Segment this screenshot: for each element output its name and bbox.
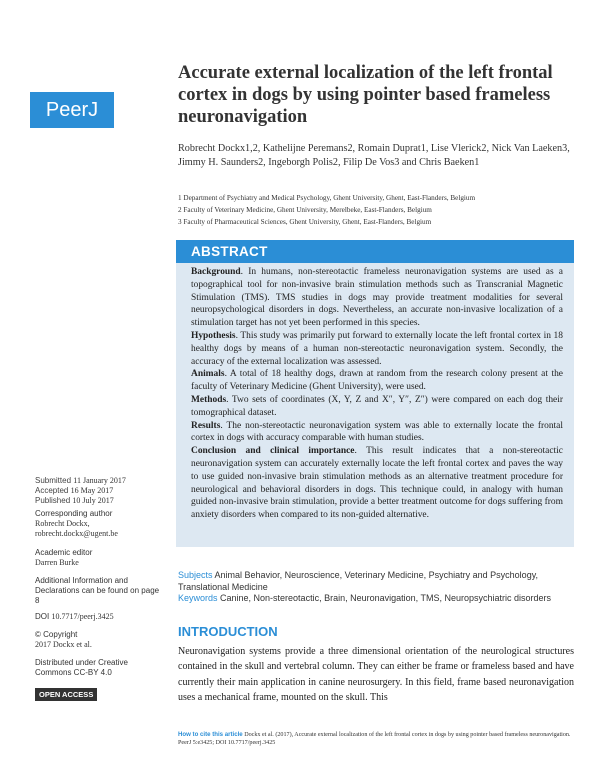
author-list: Robrecht Dockx1,2, Kathelijne Peremans2, Romain Duprat1, Lise Vlerick2, Nick Van Laeken3, Jimmy H. Saunders2, Ingeborgh Polis2, Filip De Vos3 and Chris Baeken1 (178, 143, 570, 168)
additional-info[interactable]: Additional Information and Declarations can be found on page 8 (35, 576, 160, 605)
peerj-logo: PeerJ (30, 92, 114, 128)
abstract-body (191, 266, 563, 522)
abstract-animals (191, 368, 563, 394)
conclusion-text: . This result indicates that a non-stereotactic neuronavigation system can accurately externally locate the left frontal cortex and paves the way to use guided non-invasive brain stimulation methods as an alternative treatment procedure for neurological and behavioral disorders in dogs. This technique could, in analogy with human guided non-invasive brain stimulation, provide a better treatment outcome for dogs suffering from anxiety disorders when compared to its non-guided alternative. (191, 446, 563, 521)
subjects-label: Subjects (178, 570, 213, 580)
doi-label: DOI (35, 612, 50, 621)
copyright-block (35, 630, 165, 650)
published-line (35, 496, 165, 506)
citation-label: How to cite this article (178, 731, 243, 738)
abstract-header (176, 240, 574, 263)
editor-label: Academic editor (35, 548, 93, 557)
subjects-line (178, 570, 578, 593)
abstract-hypothesis (191, 330, 563, 368)
keywords-line (178, 593, 578, 605)
methods-label: Methods (191, 394, 227, 405)
submitted-label: Submitted (35, 476, 72, 485)
published-date: 10 July 2017 (72, 496, 114, 505)
animals-text: . A total of 18 healthy dogs, drawn at random from the research colony present at the faculty of Veterinary Medicine (Ghent University), were used. (191, 369, 563, 393)
introduction-heading: INTRODUCTION (178, 624, 278, 639)
copyright-icon: © (35, 630, 41, 639)
published-label: Published (35, 496, 71, 505)
citation-footer (178, 731, 578, 747)
hypothesis-label: Hypothesis (191, 330, 236, 341)
accepted-date: 16 May 2017 (70, 486, 114, 495)
editor-name: Darren Burke (35, 558, 79, 567)
subjects-text: Animal Behavior, Neuroscience, Veterinary Medicine, Psychiatry and Psychology, Translational Medicine (178, 570, 539, 592)
affiliations (178, 192, 573, 228)
corresponding-email[interactable]: robrecht.dockx@ugent.be (35, 529, 118, 538)
affiliation-3: 3 Faculty of Pharmaceutical Sciences, Ghent University, Ghent, East-Flanders, Belgium (178, 218, 432, 226)
copyright-holder: 2017 Dockx et al. (35, 640, 92, 649)
submitted-date: 11 January 2017 (73, 476, 126, 485)
methods-text: . Two sets of coordinates (X, Y, Z and X″, Y″, Z″) were compared on each dog their tomographical dataset. (191, 394, 563, 418)
conclusion-label: Conclusion and clinical importance (191, 446, 355, 457)
corresponding-block (35, 509, 165, 539)
affiliation-1: 1 Department of Psychiatry and Medical Psychology, Ghent University, Ghent, East-Flanders, Belgium (178, 194, 476, 202)
doi-line (35, 612, 165, 622)
animals-label: Animals (191, 369, 225, 380)
introduction-text: Neuronavigation systems provide a three dimensional orientation of the neurological structures contained in the skull and vertebral column. They can either be frame or frameless based and have currently their main application in canine neurosurgery. In this field, frame based neuronavigation uses a mechanical frame, mounted on the skull. This (178, 646, 574, 704)
dates-block (35, 476, 165, 506)
doi-value[interactable]: 10.7717/peerj.3425 (51, 612, 114, 621)
corresponding-label: Corresponding author (35, 509, 113, 518)
editor-block (35, 548, 165, 568)
subjects-keywords (178, 570, 578, 605)
abstract-methods (191, 394, 563, 420)
results-text: . The non-stereotactic neuronavigation system was able to externally locate the frontal cortex in dogs with accuracy comparable with human studies. (191, 420, 563, 444)
copyright-label: Copyright (43, 630, 78, 639)
submitted-line (35, 476, 165, 486)
affiliation-2: 2 Faculty of Veterinary Medicine, Ghent University, Merelbeke, East-Flanders, Belgium (178, 206, 432, 214)
abstract-background (191, 266, 563, 330)
results-label: Results (191, 420, 221, 431)
abstract-results (191, 420, 563, 446)
citation-text: Dockx et al. (2017), Accurate external localization of the left frontal cortex in dogs by using pointer based frameless neuronavigation. PeerJ 5:e3425; DOI 10.7717/peerj.3425 (178, 732, 571, 747)
accepted-line (35, 486, 165, 496)
abstract-conclusion (191, 445, 563, 522)
hypothesis-text: . This study was primarily put forward to externally locate the left frontal cortex in 18 healthy dogs by means of a human non-stereotactic neuronavigation system. Secondly, the accuracy of the external localization was assessed. (191, 330, 563, 367)
keywords-label: Keywords (178, 593, 218, 603)
background-text: . In humans, non-stereotactic frameless neuronavigation systems are used as a topographical tool for non-invasive brain stimulation methods such as Transcranial Magnetic Stimulation (TMS). TMS studies in dogs may provide treatment modalities for several neuropsychological disorders in dogs. Nevertheless, an accurate non-invasive localization of a stimulation target has not yet been performed in this species. (191, 267, 563, 329)
open-access-badge: OPEN ACCESS (35, 688, 97, 701)
license-text[interactable]: Distributed under Creative Commons CC-BY 4.0 (35, 658, 128, 677)
article-title: Accurate external localization of the left frontal cortex in dogs by using pointer based frameless neuronavigation (178, 63, 553, 127)
accepted-label: Accepted (35, 486, 69, 495)
copyright-line (35, 630, 165, 640)
background-label: Background (191, 267, 241, 277)
abstract-heading: ABSTRACT (191, 244, 268, 259)
keywords-text: Canine, Non-stereotactic, Brain, Neuronavigation, TMS, Neuropsychiatric disorders (217, 593, 551, 603)
corresponding-name: Robrecht Dockx, (35, 519, 90, 528)
